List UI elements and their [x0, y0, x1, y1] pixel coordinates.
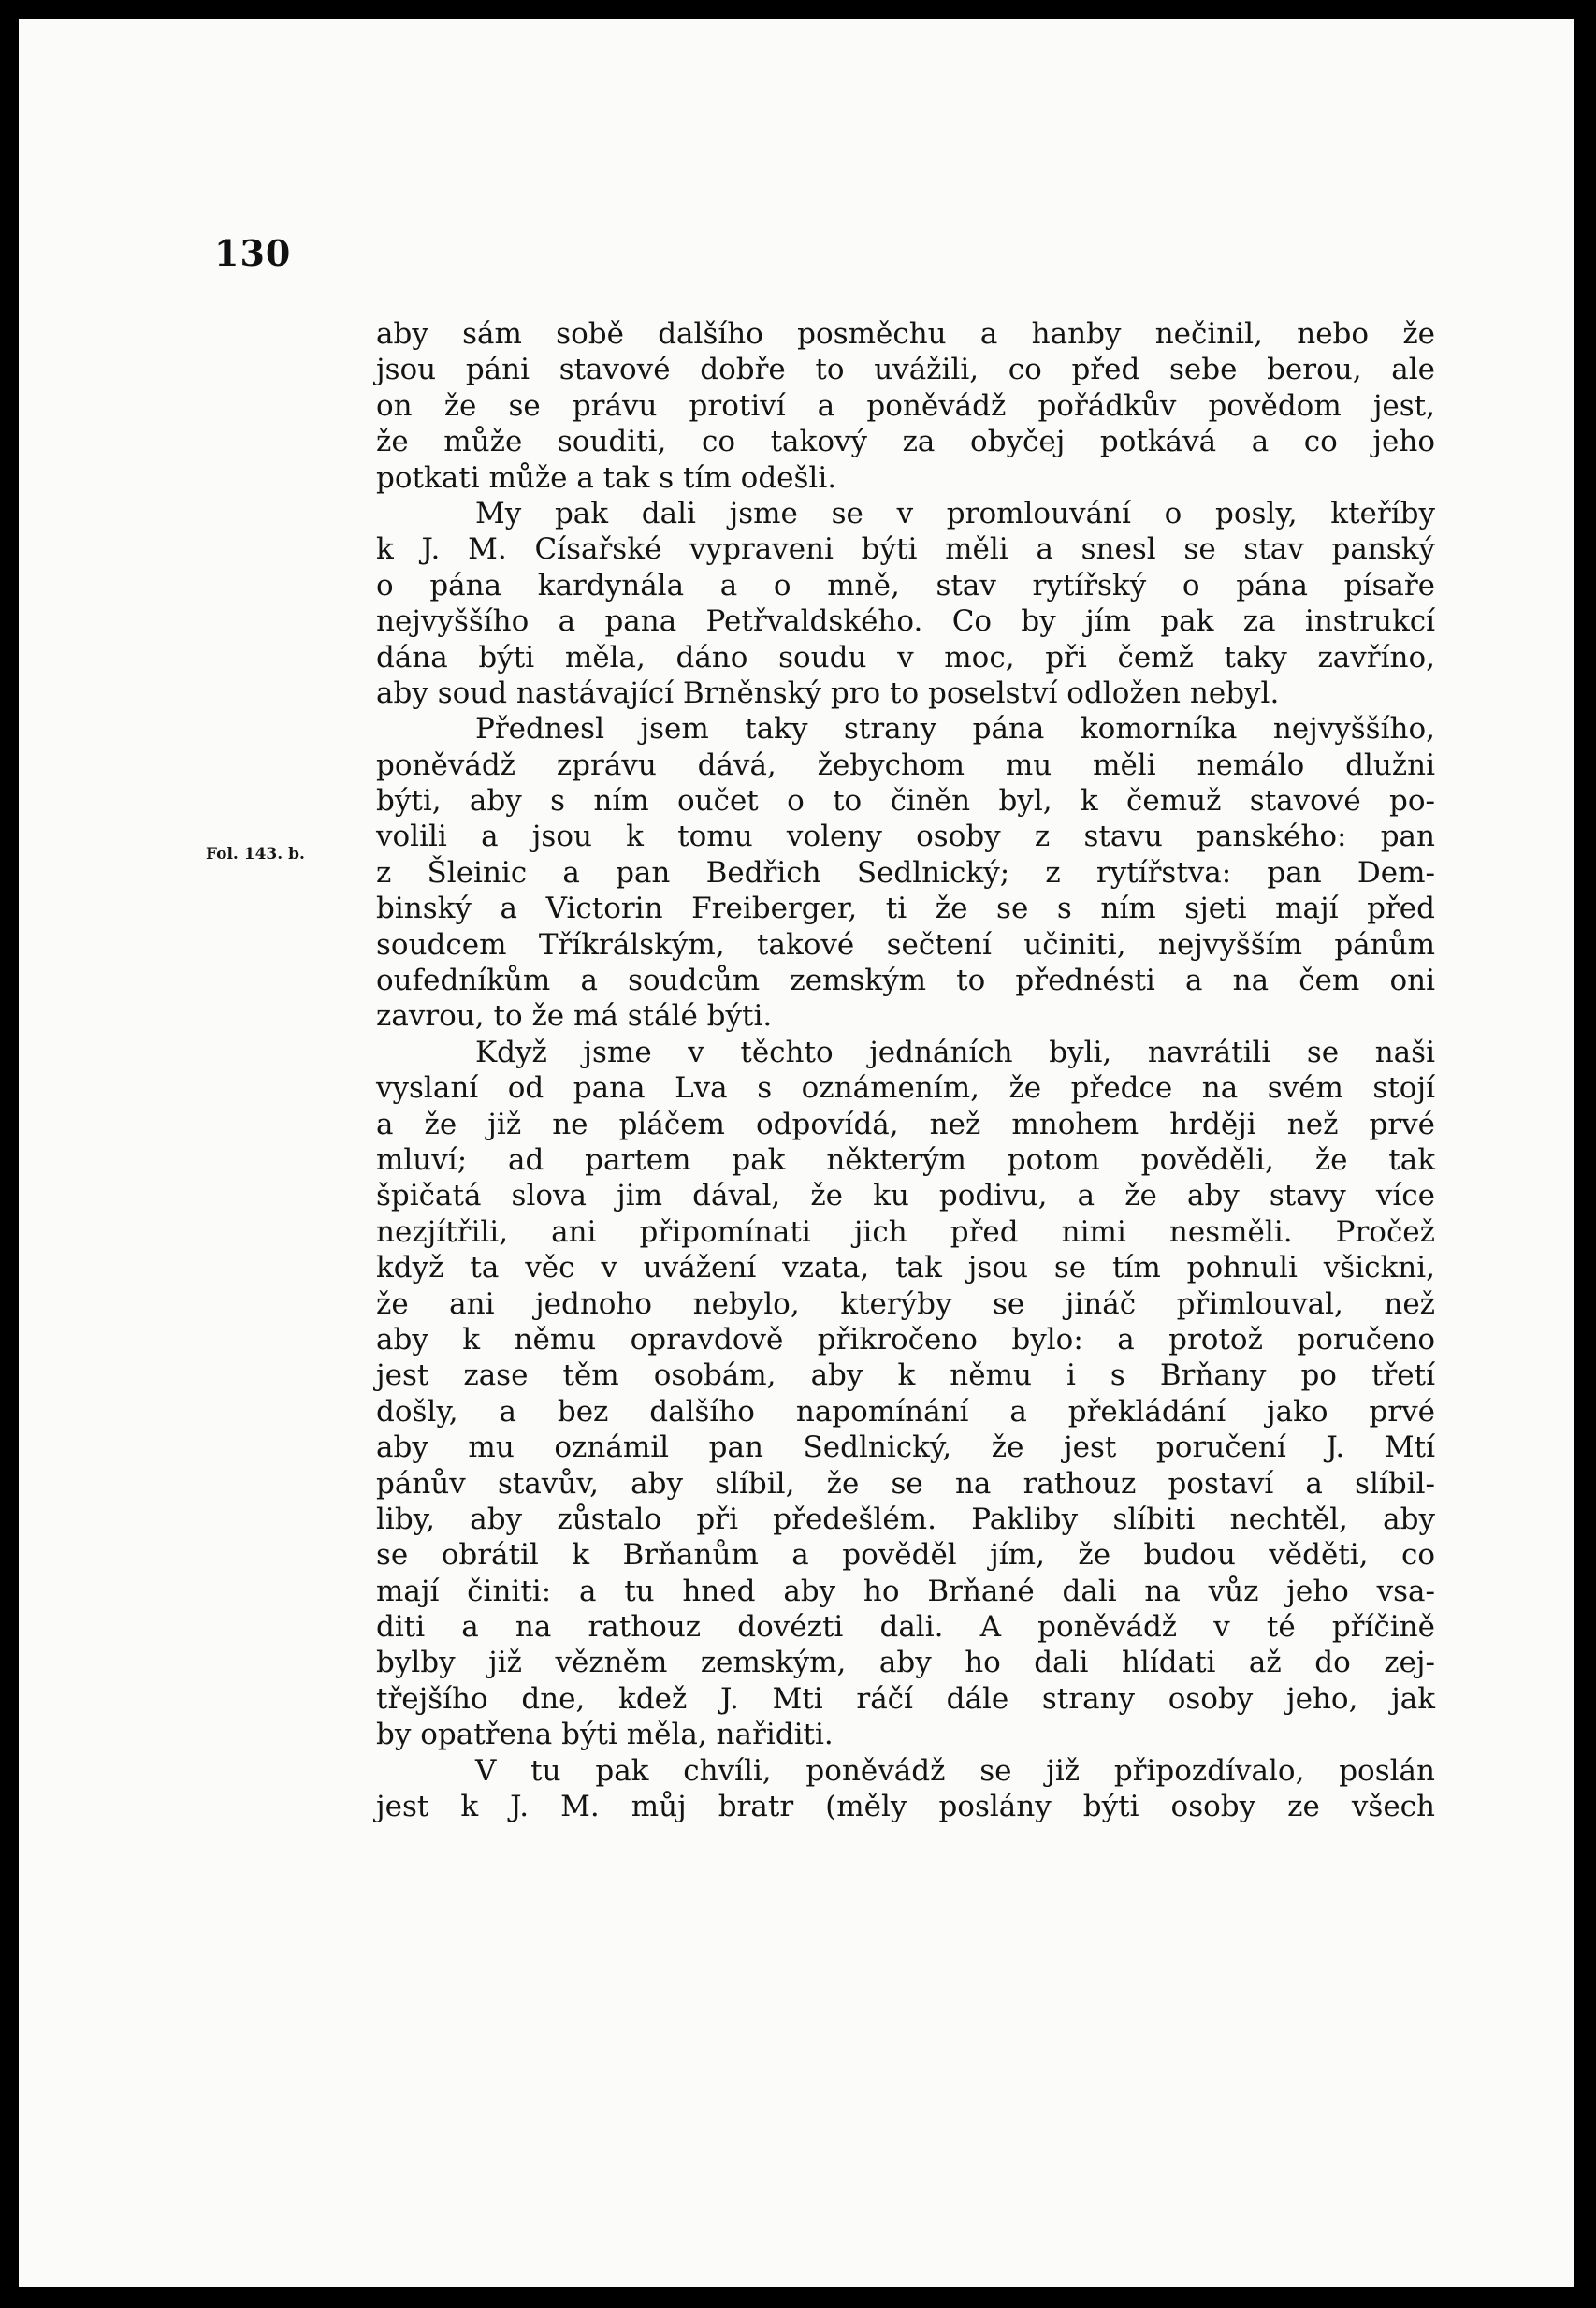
text-line: binský a Victorin Freiberger, ti že se s ním sjeti mají před: [376, 892, 1435, 926]
page-number: 130: [214, 232, 292, 274]
text-line: My pak dali jsme se v promlouvání o posly, kteříby: [475, 496, 1435, 530]
text-line: o pána kardynála a o mně, stav rytířský o pána písaře: [376, 568, 1435, 602]
text-line: dána býti měla, dáno soudu v moc, při čemž taky zavříno,: [376, 640, 1435, 675]
text-line: vyslaní od pana Lva s oznámením, že předce na svém stojí: [376, 1071, 1435, 1106]
body-text: [376, 316, 1435, 1824]
text-line: Přednesl jsem taky strany pána komorníka nejvyššího,: [475, 712, 1435, 747]
text-line: že může souditi, co takový za obyčej potkává a co jeho: [376, 425, 1435, 459]
text-line: aby k němu opravdově přikročeno bylo: a protož poručeno: [376, 1322, 1435, 1357]
text-line: jest k J. M. můj bratr (měly poslány býti osoby ze všech: [376, 1790, 1435, 1824]
text-line: jest zase těm osobám, aby k němu i s Brňany po třetí: [376, 1358, 1435, 1393]
book-page: [19, 19, 1574, 2287]
text-line: mluví; ad partem pak některým potom pověděli, že tak: [376, 1142, 1435, 1177]
text-line: a že již ne pláčem odpovídá, než mnohem hrději než prvé: [376, 1107, 1435, 1141]
text-line: aby sám sobě dalšího posměchu a hanby nečinil, nebo že: [376, 317, 1435, 351]
text-line: volili a jsou k tomu voleny osoby z stavu panského: pan: [376, 820, 1435, 854]
text-line: jsou páni stavové dobře to uvážili, co před sebe berou, ale: [376, 353, 1435, 387]
margin-note-folio: Fol. 143. b.: [206, 845, 305, 864]
text-line: z Šleinic a pan Bedřich Sedlnický; z rytířstva: pan Dem-: [376, 855, 1435, 890]
text-line: zavrou, to že má stálé býti.: [376, 999, 773, 1034]
text-line: pánův stavův, aby slíbil, že se na rathouz postaví a slíbil-: [376, 1466, 1435, 1501]
text-line: by opatřena býti měla, nařiditi.: [376, 1718, 834, 1752]
text-line: liby, aby zůstalo při předešlém. Pakliby slíbiti nechtěl, aby: [376, 1502, 1435, 1536]
text-line: diti a na rathouz dovézti dali. A poněvádž v té příčině: [376, 1610, 1435, 1645]
text-line: třejšího dne, kdež J. Mti ráčí dále strany osoby jeho, jak: [376, 1681, 1435, 1716]
text-line: aby soud nastávající Brněnský pro to poselství odložen nebyl.: [376, 675, 1280, 710]
text-line: on že se právu protiví a poněvádž pořádkův povědom jest,: [376, 388, 1435, 423]
text-line: když ta věc v uvážení vzata, tak jsou se tím pohnuli všickni,: [376, 1251, 1435, 1285]
text-line: že ani jednoho nebylo, kterýby se jináč přimlouval, než: [376, 1286, 1435, 1321]
text-line: býti, aby s ním oučet o to činěn byl, k čemuž stavové po-: [376, 784, 1435, 819]
text-line: mají činiti: a tu hned aby ho Brňané dali na vůz jeho vsa-: [376, 1574, 1435, 1608]
text-line: nezjítřili, ani připomínati jich před nimi nesměli. Pročež: [376, 1214, 1435, 1249]
text-line: bylby již vězněm zemským, aby ho dali hlídati až do zej-: [376, 1646, 1435, 1680]
text-line: potkati může a tak s tím odešli.: [376, 460, 837, 495]
text-line: špičatá slova jim dával, že ku podivu, a že aby stavy více: [376, 1179, 1435, 1213]
text-line: se obrátil k Brňanům a pověděl jím, že budou věděti, co: [376, 1538, 1435, 1573]
text-line: soudcem Tříkrálským, takové sečtení učiniti, nejvyšším pánům: [376, 927, 1435, 962]
text-line: k J. M. Císařské vypraveni býti měli a snesl se stav panský: [376, 532, 1435, 567]
text-line: Když jsme v těchto jednáních byli, navrátili se naši: [475, 1035, 1435, 1069]
text-line: nejvyššího a pana Petřvaldského. Co by jím pak za instrukcí: [376, 604, 1435, 639]
text-line: V tu pak chvíli, poněvádž se již připozdívalo, poslán: [475, 1753, 1435, 1788]
text-line: poněvádž zprávu dává, žebychom mu měli nemálo dlužni: [376, 748, 1435, 782]
text-line: aby mu oznámil pan Sedlnický, že jest poručení J. Mtí: [376, 1430, 1435, 1465]
text-line: oufedníkům a soudcům zemským to přednésti a na čem oni: [376, 964, 1435, 998]
text-line: došly, a bez dalšího napomínání a překládání jako prvé: [376, 1394, 1435, 1429]
